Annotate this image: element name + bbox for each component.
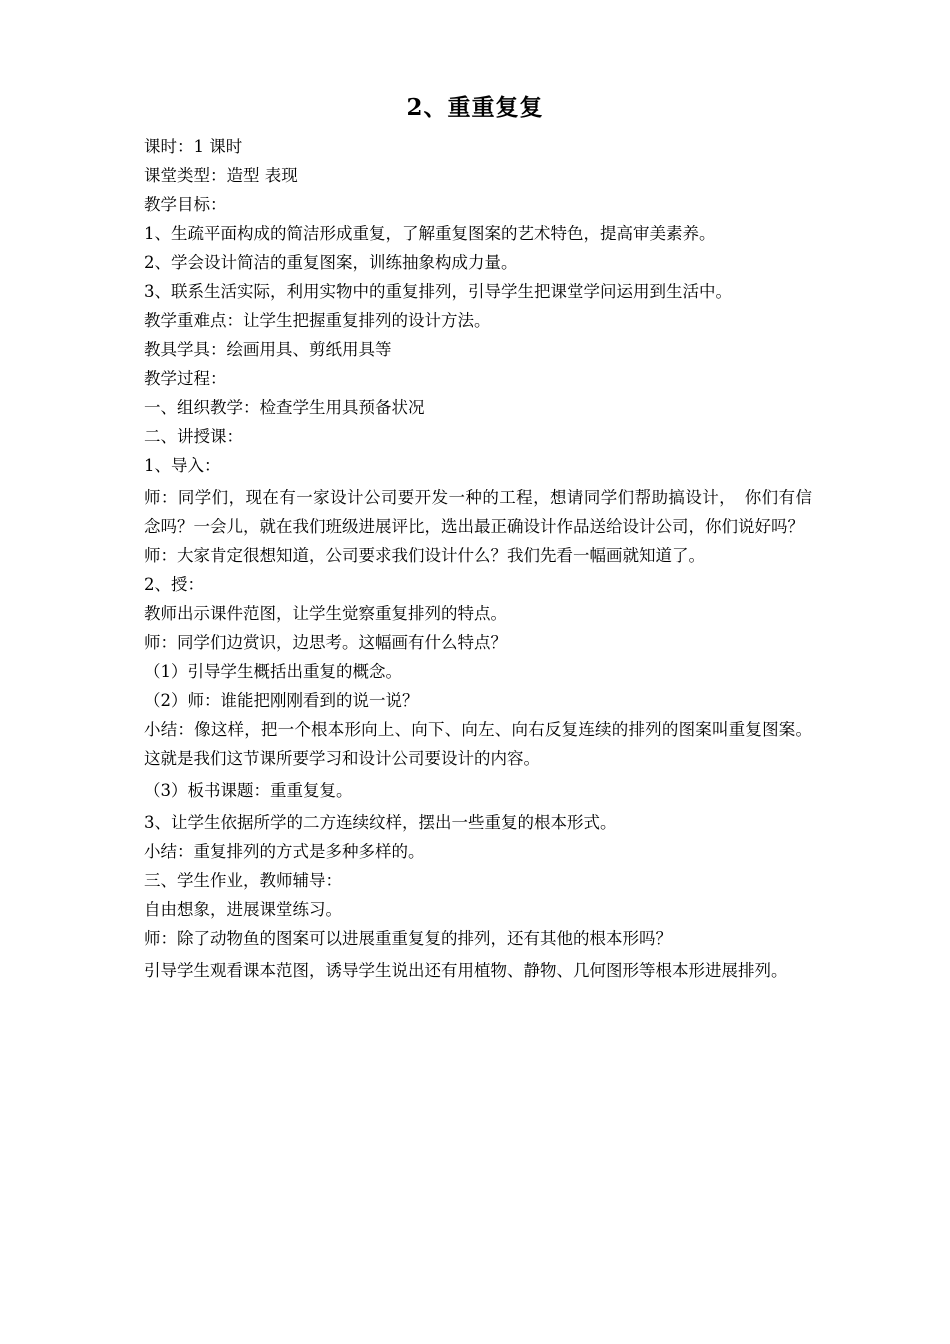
section-heading: 三、学生作业，教师辅导： [144,871,342,890]
process-heading: 教学过程： [144,369,227,388]
class-hours: 课时：1 课时 [144,137,243,156]
paragraph: 教师出示课件范图，让学生觉察重复排列的特点。 [144,604,507,623]
document-title: 2、重重复复 [406,94,544,121]
summary-paragraph: 小结：像这样，把一个根本形向上、向下、向左、向右反复连续的排列的图案叫重复图案。这就是我们这节课所要学习和设计公司要设计的内容。 [144,720,812,768]
paragraph: 师：大家肯定很想知道，公司要求我们设计什么？我们先看一幅画就知道了。 [144,546,705,565]
document-body [144,132,812,985]
objective-item: 2、学会设计简洁的重复图案，训练抽象构成力量。 [144,253,518,272]
subsection-heading: 1、导入： [144,456,221,475]
section-heading: 二、讲授课： [144,427,243,446]
key-points: 教学重难点：让学生把握重复排列的设计方法。 [144,311,491,330]
step-item: （3）板书课题：重重复复。 [144,781,353,800]
paragraph: 师：除了动物鱼的图案可以进展重重复复的排列，还有其他的根本形吗？ [144,929,672,948]
step-item: （1）引导学生概括出重复的概念。 [144,662,402,681]
paragraph: 师：同学们边赏识，边思考。这幅画有什么特点？ [144,633,507,652]
subsection-heading: 2、授： [144,575,204,594]
step-item: （2）师：谁能把刚刚看到的说一说？ [144,691,419,710]
teaching-aids: 教具学具：绘画用具、剪纸用具等 [144,340,392,359]
paragraph: 3、让学生依据所学的二方连续纹样，摆出一些重复的根本形式。 [144,813,617,832]
paragraph: 师：同学们，现在有一家设计公司要开发一种的工程，想请同学们帮助搞设计， 你们有信念吗？一会儿，就在我们班级进展评比，选出最正确设计作品送给设计公司，你们说好吗？ [144,488,812,536]
section-heading: 一、组织教学：检查学生用具预备状况 [144,398,425,417]
objectives-heading: 教学目标： [144,195,227,214]
paragraph: 引导学生观看课本范图，诱导学生说出还有用植物、静物、几何图形等根本形进展排列。 [144,961,788,980]
summary-paragraph: 小结：重复排列的方式是多种多样的。 [144,842,425,861]
objective-item: 3、联系生活实际，利用实物中的重复排列，引导学生把课堂学问运用到生活中。 [144,282,732,301]
objective-item: 1、生疏平面构成的简洁形成重复，了解重复图案的艺术特色，提高审美素养。 [144,224,716,243]
paragraph: 自由想象，进展课堂练习。 [144,900,342,919]
class-type: 课堂类型：造型 表现 [144,166,298,185]
